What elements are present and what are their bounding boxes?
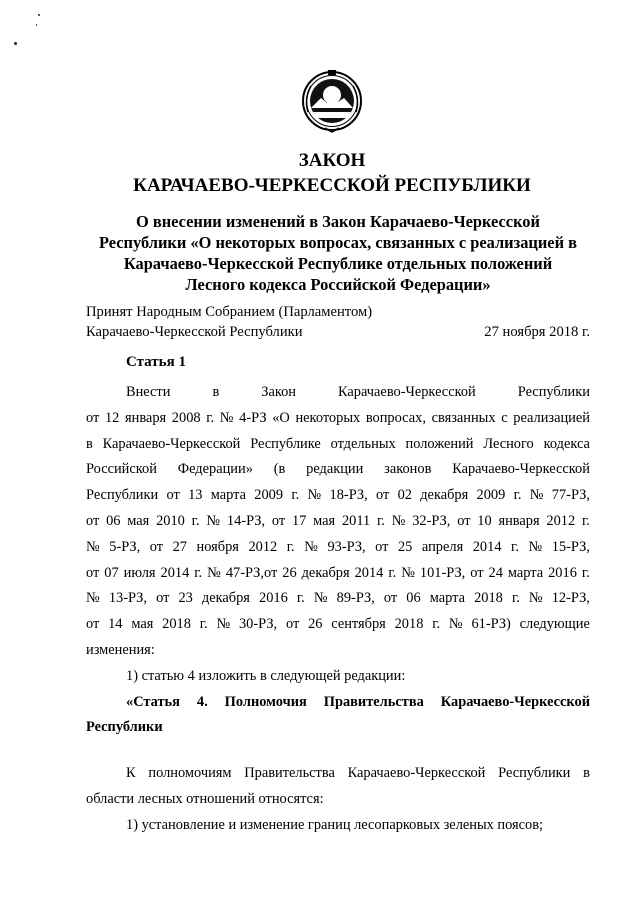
- subject-line: Лесного кодекса Российской Федерации»: [185, 275, 491, 294]
- powers-intro-cont: области лесных отношений относятся:: [86, 790, 324, 807]
- subject-line: Карачаево-Черкесской Республике отдельных положений: [123, 254, 553, 273]
- scan-speck: [14, 42, 17, 45]
- article-body: [86, 380, 590, 839]
- coat-of-arms-emblem: [301, 68, 363, 134]
- subject-line: Республики «О некоторых вопросах, связанных с реализацией в: [99, 233, 577, 252]
- paragraph-line: № 13-РЗ, от 23 декабря 2016 г. № 89-РЗ, от 06 марта 2018 г. № 12-РЗ,: [86, 590, 590, 607]
- scan-speck: [36, 24, 37, 26]
- paragraph-line: в Карачаево-Черкесской Республике отдельных положений Лесного кодекса: [86, 435, 590, 452]
- scan-speck: [38, 14, 40, 16]
- power-item: 1) установление и изменение границ лесопарковых зеленых поясов;: [126, 816, 544, 833]
- paragraph-line: от 12 января 2008 г. № 4-РЗ «О некоторых вопросах, связанных с реализацией: [86, 409, 590, 426]
- law-subject: [86, 211, 590, 295]
- amendment-item: 1) статью 4 изложить в следующей редакции:: [126, 667, 406, 684]
- adoption-info: [86, 302, 590, 342]
- paragraph-line: № 5-РЗ, от 27 ноября 2012 г. № 93-РЗ, от 25 апреля 2014 г. № 15-РЗ,: [86, 538, 590, 555]
- quoted-article-heading: «Статья 4. Полномочия Правительства Карачаево-Черкесской: [126, 693, 590, 710]
- paragraph-first-line: Внести в Закон Карачаево-Черкесской Республики: [126, 384, 590, 400]
- law-title: [0, 150, 638, 197]
- adoption-date: 27 ноября 2018 г.: [484, 324, 590, 340]
- subject-line: О внесении изменений в Закон Карачаево-Черкесской: [136, 212, 540, 231]
- paragraph-line: от 14 мая 2018 г. № 30-РЗ, от 26 сентября 2018 г. № 61-РЗ) следующие: [86, 616, 590, 633]
- paragraph-line: от 06 мая 2010 г. № 14-РЗ, от 17 мая 2011 г. № 32-РЗ, от 10 января 2012 г.: [86, 512, 590, 529]
- powers-intro: К полномочиям Правительства Карачаево-Черкесской Республики в: [126, 765, 590, 782]
- law-word: ЗАКОН: [298, 150, 366, 171]
- article-heading: Статья 1: [126, 354, 186, 370]
- paragraph-last-line: изменения:: [86, 641, 155, 658]
- paragraph-line: Российской Федерации» (в редакции законов Карачаево-Черкесской: [86, 461, 590, 478]
- adoption-line: Принят Народным Собранием (Парламентом): [86, 304, 373, 320]
- quoted-article-heading-cont: Республики: [86, 719, 163, 736]
- paragraph-line: Республики от 13 марта 2009 г. № 18-РЗ, от 02 декабря 2009 г. № 77-РЗ,: [86, 487, 590, 504]
- paragraph-line: от 07 июля 2014 г. № 47-РЗ,от 26 декабря 2014 г. № 101-РЗ, от 24 марта 2016 г.: [86, 564, 590, 581]
- republic-name: КАРАЧАЕВО-ЧЕРКЕССКОЙ РЕСПУБЛИКИ: [133, 175, 531, 196]
- adoption-body: Карачаево-Черкесской Республики: [86, 324, 303, 340]
